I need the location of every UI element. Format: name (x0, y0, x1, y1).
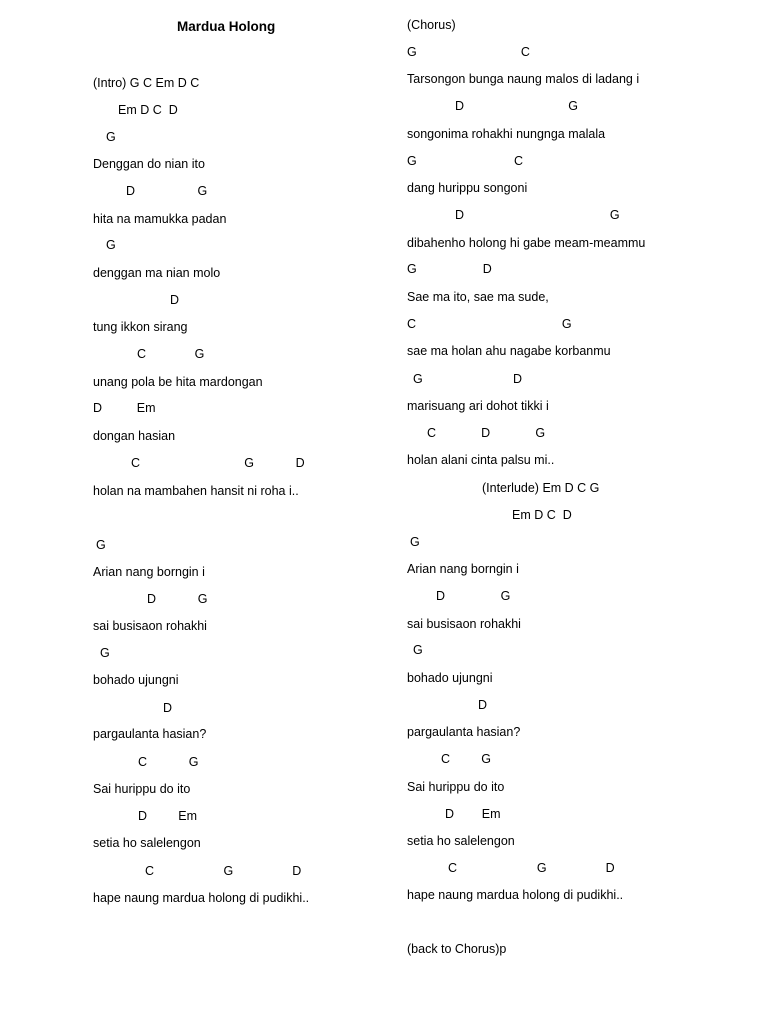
lyric-line: holan alani cinta palsu mi.. (407, 453, 555, 467)
chord-line: D G (126, 184, 208, 198)
lyric-line: dibahenho holong hi gabe meam-meammu (407, 236, 646, 250)
chord-line: G C (407, 45, 530, 59)
chord-line: C G D (448, 861, 615, 875)
chord-line: Em D C D (118, 103, 178, 117)
lyric-line: denggan ma nian molo (93, 266, 221, 280)
lyric-line: holan na mambahen hansit ni roha i.. (93, 484, 299, 498)
lyric-line: songonima rohakhi nungnga malala (407, 127, 606, 141)
lyric-line: hape naung mardua holong di pudikhi.. (407, 888, 624, 902)
chord-line: C G (441, 752, 492, 766)
chord-line: D (163, 701, 173, 715)
chord-line: Em D C D (512, 508, 572, 522)
lyric-line: unang pola be hita mardongan (93, 375, 263, 389)
chord-line: C G D (131, 456, 305, 470)
lyric-line: setia ho salelengon (407, 834, 515, 848)
chord-line: G (413, 643, 423, 657)
chord-line: C G D (145, 864, 302, 878)
lyric-line: Sae ma ito, sae ma sude, (407, 290, 549, 304)
lyric-line: Arian nang borngin i (93, 565, 205, 579)
lyric-line: Sai hurippu do ito (407, 780, 505, 794)
song-title: Mardua Holong (177, 19, 276, 34)
chord-line: C D G (427, 426, 546, 440)
lyric-line: Arian nang borngin i (407, 562, 519, 576)
chord-line: D Em (93, 401, 156, 415)
lyric-line: bohado ujungni (407, 671, 493, 685)
chord-line: C G (138, 755, 199, 769)
chord-line: G D (407, 262, 492, 276)
lyric-line: dongan hasian (93, 429, 176, 443)
chord-line: D Em (138, 809, 198, 823)
lyric-line: tung ikkon sirang (93, 320, 188, 334)
lyric-line: pargaulanta hasian? (407, 725, 521, 739)
chord-line: G (106, 238, 116, 252)
lyric-line: pargaulanta hasian? (93, 727, 207, 741)
section-label: (Interlude) Em D C G (482, 481, 600, 495)
lyric-line: sae ma holan ahu nagabe korbanmu (407, 344, 611, 358)
chord-line: D (478, 698, 488, 712)
lyric-line: hape naung mardua holong di pudikhi.. (93, 891, 310, 905)
chord-line: G C (407, 154, 523, 168)
chord-line: G (96, 538, 106, 552)
chord-line: G (106, 130, 116, 144)
lyric-line: hita na mamukka padan (93, 212, 227, 226)
lyric-line: Sai hurippu do ito (93, 782, 191, 796)
chord-line: C G (407, 317, 572, 331)
chord-line: D G (436, 589, 511, 603)
lyric-line: setia ho salelengon (93, 836, 201, 850)
section-label: (back to Chorus)p (407, 942, 507, 956)
chord-line: C G (137, 347, 205, 361)
lyric-line: Tarsongon bunga naung malos di ladang i (407, 72, 640, 86)
chord-line: G (410, 535, 420, 549)
lyric-line: sai busisaon rohakhi (93, 619, 207, 633)
lyric-line: sai busisaon rohakhi (407, 617, 521, 631)
chord-line: D G (455, 208, 620, 222)
section-label: (Chorus) (407, 18, 456, 32)
chord-line: D G (455, 99, 578, 113)
lyric-line: bohado ujungni (93, 673, 179, 687)
chord-line: (Intro) G C Em D C (93, 76, 200, 90)
lyric-line: marisuang ari dohot tikki i (407, 399, 549, 413)
chord-line: D (170, 293, 180, 307)
chord-line: D Em (445, 807, 501, 821)
chord-line: G D (413, 372, 523, 386)
chord-line: D G (147, 592, 208, 606)
lyric-line: Denggan do nian ito (93, 157, 205, 171)
lyric-line: dang hurippu songoni (407, 181, 528, 195)
chord-line: G (100, 646, 110, 660)
